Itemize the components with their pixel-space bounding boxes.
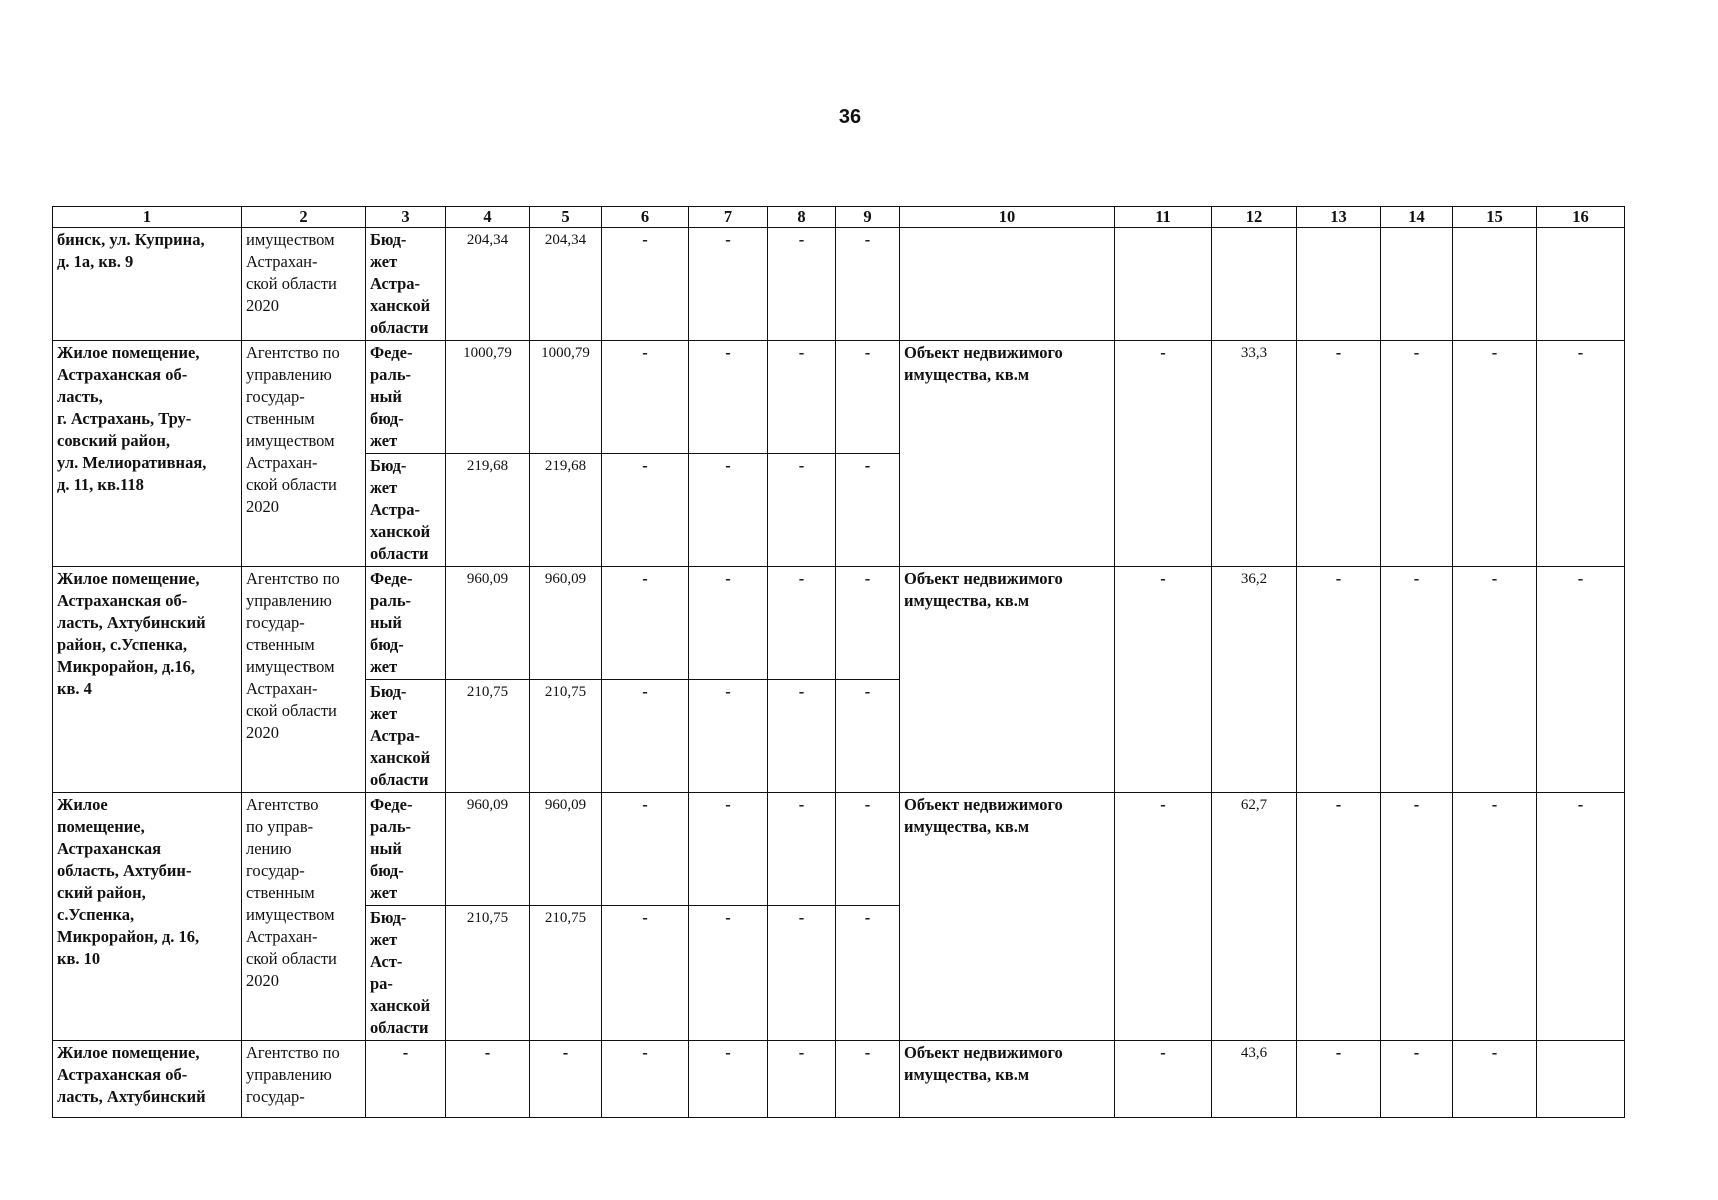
table-row bbox=[53, 341, 1625, 454]
indicator-cell: Объект недвижимого имущества, кв.м bbox=[900, 1041, 1115, 1118]
funding-source-cell: Бюд- жет Астра- ханской области bbox=[366, 680, 446, 793]
amount-cell: 960,09 bbox=[530, 567, 602, 680]
funding-source-cell: Феде- раль- ный бюд- жет bbox=[366, 793, 446, 906]
amount-cell: 210,75 bbox=[530, 906, 602, 1041]
value-cell: - bbox=[1453, 567, 1537, 793]
value-cell: - bbox=[836, 567, 900, 680]
amount-cell: 1000,79 bbox=[530, 341, 602, 454]
value-cell: - bbox=[602, 1041, 689, 1118]
area-value-cell: 43,6 bbox=[1212, 1041, 1297, 1118]
value-cell: - bbox=[689, 567, 768, 680]
column-header: 3 bbox=[366, 207, 446, 228]
value-cell: - bbox=[602, 341, 689, 454]
value-cell: - bbox=[836, 906, 900, 1041]
column-header: 8 bbox=[768, 207, 836, 228]
value-cell: - bbox=[689, 680, 768, 793]
amount-cell: 210,75 bbox=[446, 906, 530, 1041]
address-cell: Жилое помещение, Астраханская об- ласть, Ахтубинский bbox=[53, 1041, 242, 1118]
amount-cell: - bbox=[530, 1041, 602, 1118]
column-header: 9 bbox=[836, 207, 900, 228]
value-cell: - bbox=[768, 680, 836, 793]
value-cell: - bbox=[768, 567, 836, 680]
value-cell: - bbox=[1115, 341, 1212, 567]
area-value-cell: 36,2 bbox=[1212, 567, 1297, 793]
owner-cell: Агентство по управ- лению государ- ственным имуществом Астрахан- ской области 2020 bbox=[242, 793, 366, 1041]
value-cell: - bbox=[602, 454, 689, 567]
amount-cell: 1000,79 bbox=[446, 341, 530, 454]
header-row bbox=[53, 207, 1625, 228]
table-row bbox=[53, 793, 1625, 906]
value-cell: - bbox=[689, 793, 768, 906]
address-cell: Жилое помещение, Астраханская об- ласть, Ахтубинский район, с.Успенка, Микрорайон, д.16, кв. 4 bbox=[53, 567, 242, 793]
value-cell: - bbox=[768, 793, 836, 906]
value-cell: - bbox=[836, 454, 900, 567]
column-header: 13 bbox=[1297, 207, 1381, 228]
amount-cell: 960,09 bbox=[530, 793, 602, 906]
funding-source-cell: Бюд- жет Астра- ханской области bbox=[366, 228, 446, 341]
column-header: 2 bbox=[242, 207, 366, 228]
value-cell: - bbox=[1381, 567, 1453, 793]
funding-source-cell: - bbox=[366, 1041, 446, 1118]
page-number: 36 bbox=[838, 106, 862, 128]
value-cell: - bbox=[768, 454, 836, 567]
owner-cell: Агентство по управлению государ- bbox=[242, 1041, 366, 1118]
value-cell: - bbox=[1537, 793, 1625, 1041]
value-cell: - bbox=[602, 567, 689, 680]
owner-cell: имуществом Астрахан- ской области 2020 bbox=[242, 228, 366, 341]
value-cell: - bbox=[1297, 1041, 1381, 1118]
value-cell: - bbox=[768, 341, 836, 454]
column-header: 15 bbox=[1453, 207, 1537, 228]
value-cell bbox=[1453, 228, 1537, 341]
value-cell: - bbox=[689, 454, 768, 567]
value-cell: - bbox=[1115, 1041, 1212, 1118]
indicator-cell: Объект недвижимого имущества, кв.м bbox=[900, 341, 1115, 567]
value-cell: - bbox=[768, 1041, 836, 1118]
value-cell bbox=[1297, 228, 1381, 341]
value-cell: - bbox=[836, 228, 900, 341]
value-cell: - bbox=[768, 906, 836, 1041]
indicator-cell: Объект недвижимого имущества, кв.м bbox=[900, 793, 1115, 1041]
value-cell: - bbox=[602, 906, 689, 1041]
column-header: 12 bbox=[1212, 207, 1297, 228]
value-cell: - bbox=[1381, 793, 1453, 1041]
owner-cell: Агентство по управлению государ- ственным имуществом Астрахан- ской области 2020 bbox=[242, 567, 366, 793]
indicator-cell: Объект недвижимого имущества, кв.м bbox=[900, 567, 1115, 793]
value-cell bbox=[1537, 1041, 1625, 1118]
value-cell: - bbox=[1381, 1041, 1453, 1118]
amount-cell: 204,34 bbox=[446, 228, 530, 341]
value-cell: - bbox=[768, 228, 836, 341]
column-header: 11 bbox=[1115, 207, 1212, 228]
value-cell: - bbox=[1115, 793, 1212, 1041]
column-header: 4 bbox=[446, 207, 530, 228]
amount-cell: 960,09 bbox=[446, 567, 530, 680]
amount-cell: 204,34 bbox=[530, 228, 602, 341]
value-cell: - bbox=[1297, 793, 1381, 1041]
amount-cell: 960,09 bbox=[446, 793, 530, 906]
value-cell: - bbox=[1537, 341, 1625, 567]
funding-source-cell: Бюд- жет Аст- ра- ханской области bbox=[366, 906, 446, 1041]
table-row bbox=[53, 567, 1625, 680]
value-cell bbox=[1212, 228, 1297, 341]
value-cell: - bbox=[1297, 341, 1381, 567]
column-header: 10 bbox=[900, 207, 1115, 228]
value-cell: - bbox=[689, 906, 768, 1041]
value-cell bbox=[1115, 228, 1212, 341]
value-cell: - bbox=[1537, 567, 1625, 793]
column-header: 7 bbox=[689, 207, 768, 228]
value-cell: - bbox=[1453, 341, 1537, 567]
value-cell: - bbox=[836, 341, 900, 454]
area-value-cell: 33,3 bbox=[1212, 341, 1297, 567]
funding-source-cell: Феде- раль- ный бюд- жет bbox=[366, 567, 446, 680]
amount-cell: 219,68 bbox=[530, 454, 602, 567]
amount-cell: - bbox=[446, 1041, 530, 1118]
funding-source-cell: Феде- раль- ный бюд- жет bbox=[366, 341, 446, 454]
funding-source-cell: Бюд- жет Астра- ханской области bbox=[366, 454, 446, 567]
indicator-cell bbox=[900, 228, 1115, 341]
value-cell: - bbox=[689, 228, 768, 341]
column-header: 6 bbox=[602, 207, 689, 228]
column-header: 5 bbox=[530, 207, 602, 228]
column-header: 1 bbox=[53, 207, 242, 228]
value-cell: - bbox=[689, 1041, 768, 1118]
value-cell: - bbox=[836, 1041, 900, 1118]
value-cell: - bbox=[1297, 567, 1381, 793]
address-cell: бинск, ул. Куприна, д. 1а, кв. 9 bbox=[53, 228, 242, 341]
column-header: 16 bbox=[1537, 207, 1625, 228]
address-cell: Жилое помещение, Астраханская область, Ахтубин- ский район, с.Успенка, Микрорайон, д. 16, кв. 10 bbox=[53, 793, 242, 1041]
value-cell: - bbox=[1115, 567, 1212, 793]
area-value-cell: 62,7 bbox=[1212, 793, 1297, 1041]
value-cell: - bbox=[602, 680, 689, 793]
table-row bbox=[53, 1041, 1625, 1118]
amount-cell: 210,75 bbox=[446, 680, 530, 793]
property-table bbox=[52, 206, 1625, 1118]
value-cell: - bbox=[602, 228, 689, 341]
value-cell: - bbox=[836, 793, 900, 906]
value-cell: - bbox=[1453, 1041, 1537, 1118]
value-cell: - bbox=[1453, 793, 1537, 1041]
amount-cell: 210,75 bbox=[530, 680, 602, 793]
address-cell: Жилое помещение, Астраханская об- ласть, г. Астрахань, Тру- совский район, ул. Мелиоративная, д. 11, кв.118 bbox=[53, 341, 242, 567]
value-cell: - bbox=[836, 680, 900, 793]
table-row bbox=[53, 228, 1625, 341]
value-cell: - bbox=[689, 341, 768, 454]
column-header: 14 bbox=[1381, 207, 1453, 228]
owner-cell: Агентство по управлению государ- ственным имуществом Астрахан- ской области 2020 bbox=[242, 341, 366, 567]
value-cell: - bbox=[1381, 341, 1453, 567]
amount-cell: 219,68 bbox=[446, 454, 530, 567]
value-cell bbox=[1537, 228, 1625, 341]
value-cell: - bbox=[602, 793, 689, 906]
value-cell bbox=[1381, 228, 1453, 341]
